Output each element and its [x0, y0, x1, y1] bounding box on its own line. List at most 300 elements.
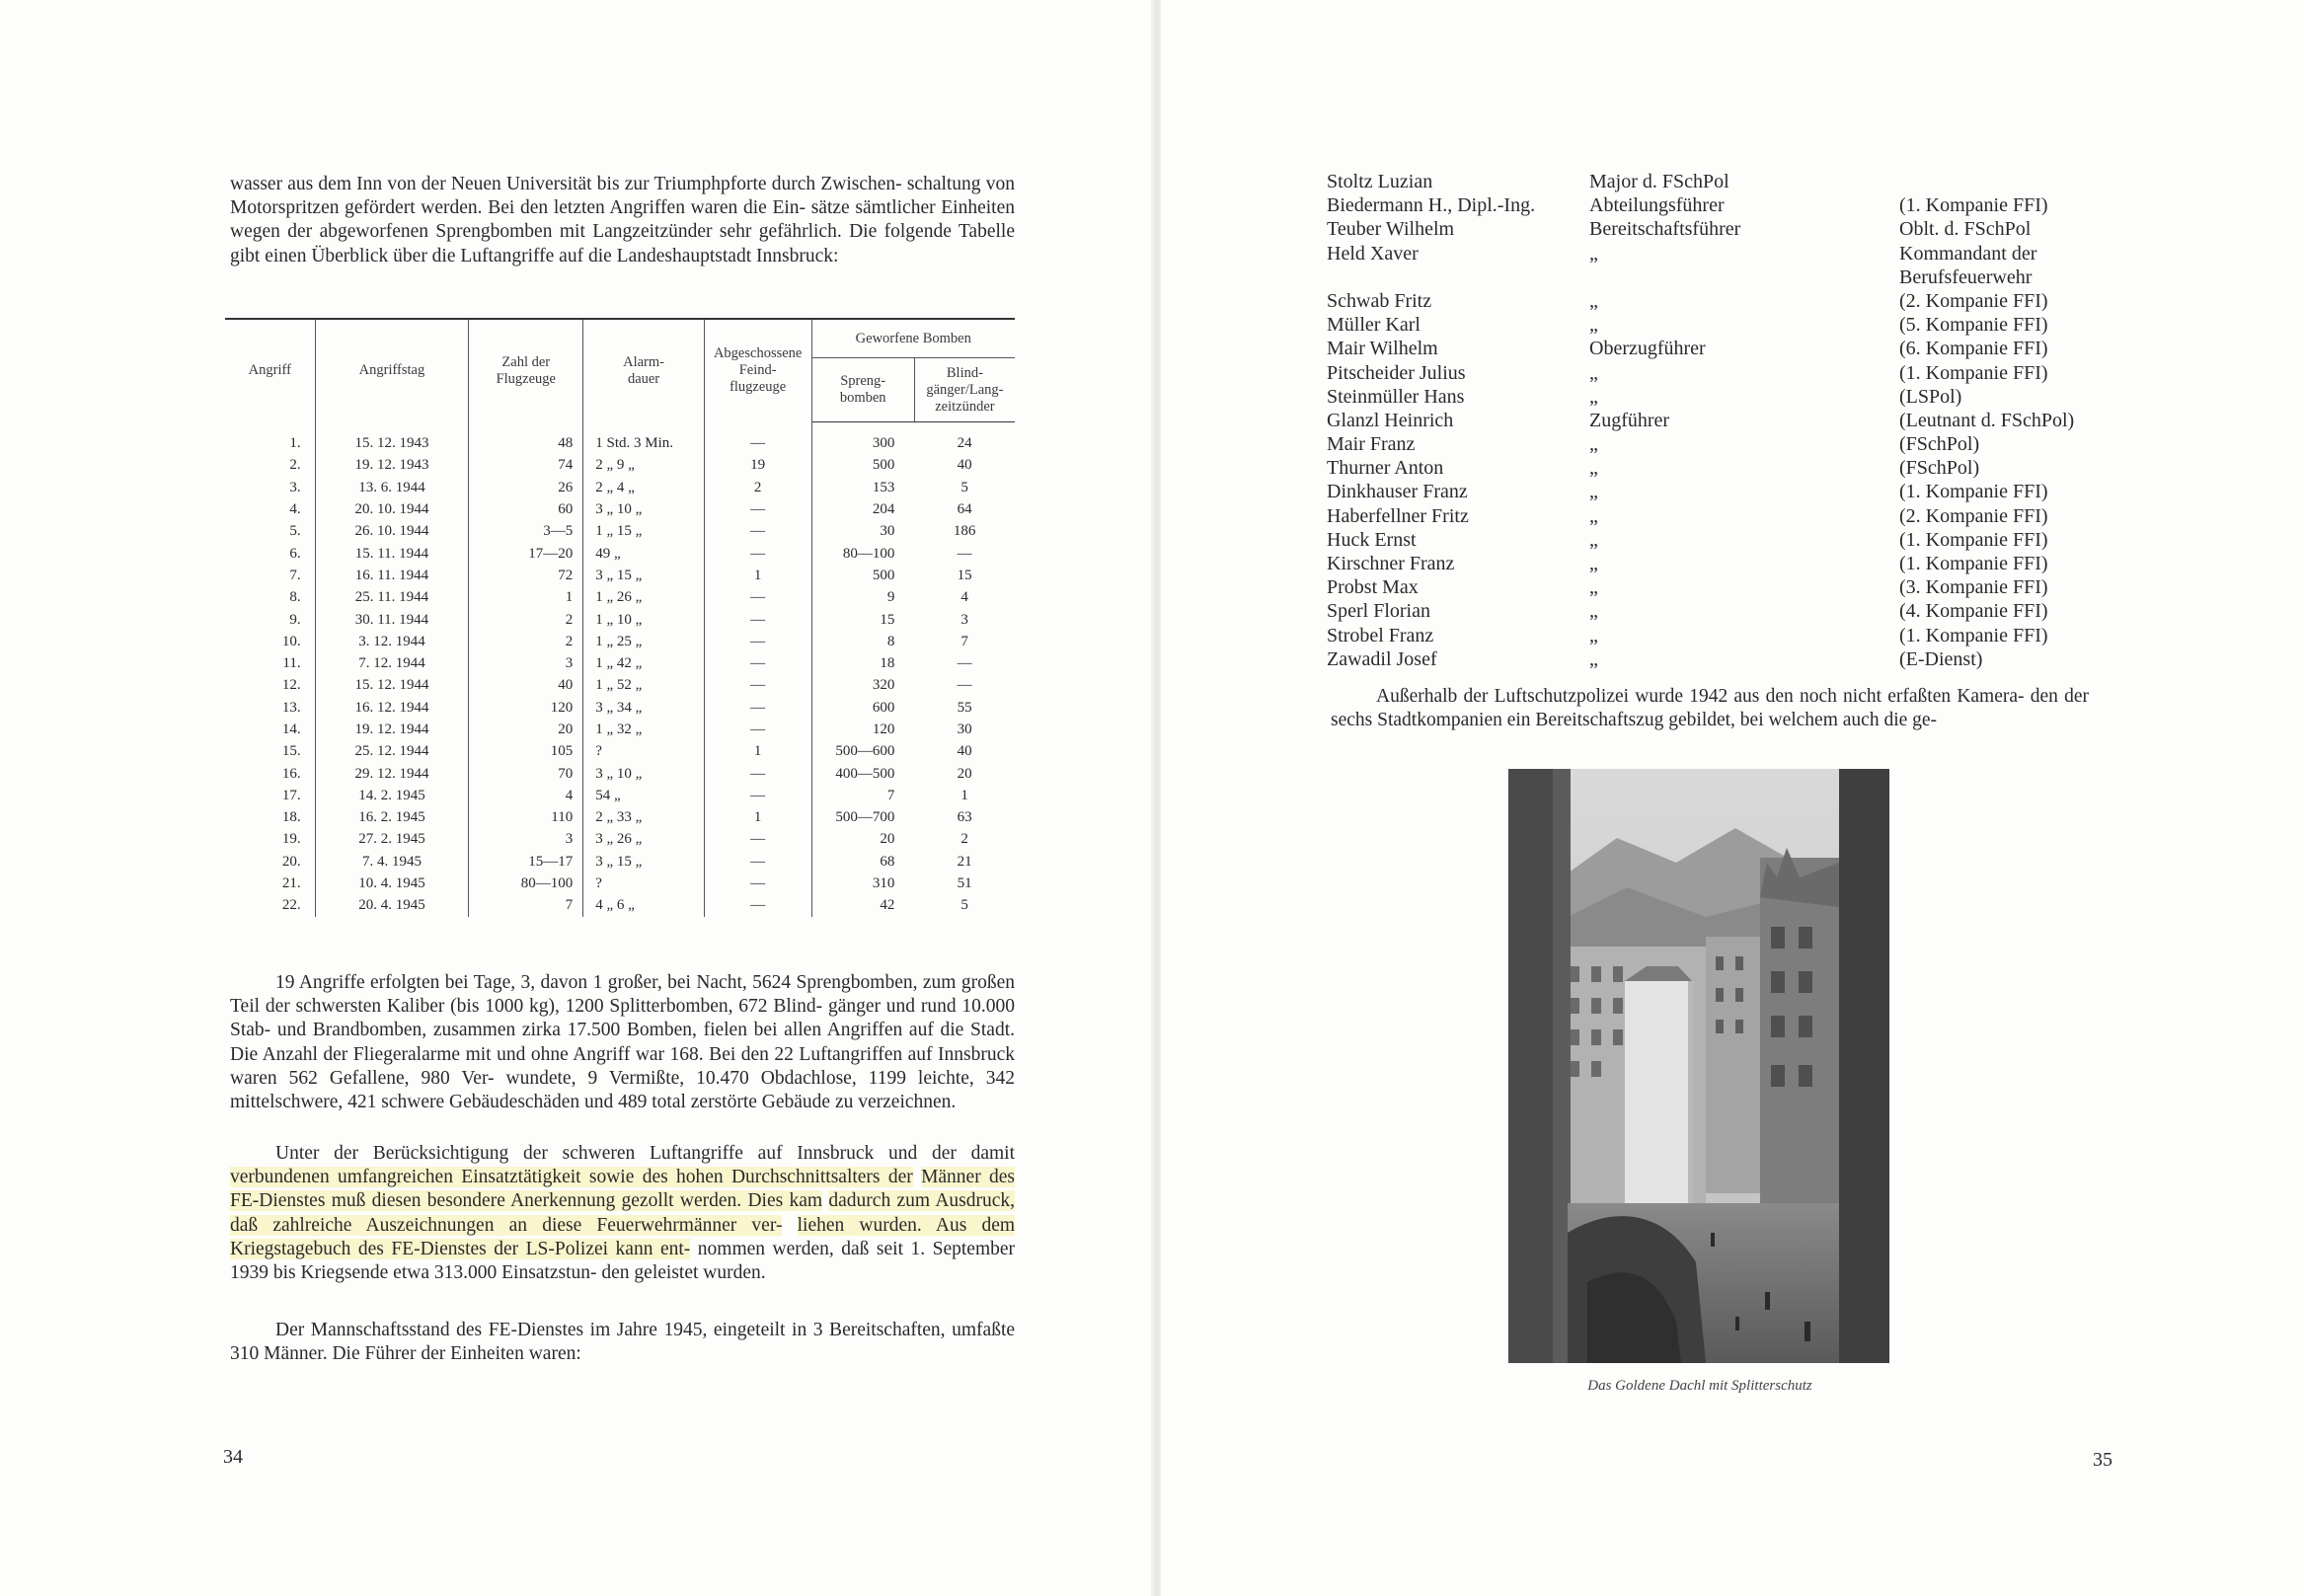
personnel-name: Glanzl Heinrich [1327, 409, 1454, 431]
cell-duds: 15 [957, 567, 972, 583]
personnel-unit: (FSchPol) [1899, 433, 1980, 456]
cell-planes: 17—20 [469, 542, 583, 564]
cell-attack-date: 27. 2. 1945 [315, 828, 469, 850]
personnel-unit: (6. Kompanie FFI) [1899, 338, 2048, 360]
personnel-name: Strobel Franz [1327, 624, 1434, 646]
personnel-rank: „ [1589, 600, 1598, 623]
cell-attack-date: 10. 4. 1945 [315, 873, 469, 894]
cell-alarm-duration: 3 „ 26 „ [583, 828, 705, 850]
table-row [225, 894, 1015, 916]
cell-planes: 20 [469, 719, 583, 740]
personnel-unit: (Leutnant d. FSchPol) [1899, 409, 2075, 431]
unit-leaders-list [1327, 170, 2116, 671]
cell-duds: 5 [960, 897, 968, 914]
table-row [225, 719, 1015, 740]
personnel-unit: (1. Kompanie FFI) [1899, 528, 2048, 551]
cell-attack-date: 29. 12. 1944 [315, 762, 469, 784]
cell-attack-number: 11. [225, 652, 315, 674]
cell-attack-date: 16. 12. 1944 [315, 697, 469, 719]
cell-attack-number: 17. [225, 785, 315, 806]
cell-duds: 40 [957, 457, 972, 474]
photo-caption: Das Goldene Dachl mit Splitterschutz [1587, 1378, 1812, 1394]
cell-explosive-bombs: 400—500 [835, 765, 895, 782]
personnel-rank: Abteilungsführer [1589, 194, 1725, 217]
cell-attack-number: 16. [225, 762, 315, 784]
cell-duds: — [957, 655, 972, 672]
cell-alarm-duration: 1 „ 10 „ [583, 608, 705, 630]
personnel-name: Mair Franz [1327, 433, 1416, 456]
personnel-unit: (1. Kompanie FFI) [1899, 481, 2048, 503]
air-raid-table [225, 318, 1015, 917]
header-duds [914, 358, 1015, 422]
cell-attack-date: 15. 12. 1944 [315, 674, 469, 696]
cell-duds: 55 [957, 699, 972, 716]
personnel-row [1327, 217, 2116, 241]
cell-shot-down: — [704, 608, 811, 630]
personnel-rank: „ [1589, 289, 1598, 312]
cell-explosive-bombs: 600 [872, 699, 895, 716]
cell-planes: 74 [469, 454, 583, 476]
personnel-name: Held Xaver [1327, 242, 1419, 265]
table-row [225, 631, 1015, 652]
cell-shot-down: 19 [704, 454, 811, 476]
cell-attack-number: 20. [225, 851, 315, 873]
cell-explosive-bombs: 9 [886, 589, 895, 606]
cell-attack-number: 22. [225, 894, 315, 916]
personnel-unit: (LSPol) [1899, 385, 1962, 408]
header-line: Zahl der [501, 353, 551, 370]
cell-alarm-duration: 49 „ [583, 542, 705, 564]
cell-explosive-bombs: 120 [872, 722, 895, 737]
personnel-rank: „ [1589, 457, 1598, 480]
cell-attack-number: 14. [225, 719, 315, 740]
table-row [225, 498, 1015, 520]
personnel-unit: (1. Kompanie FFI) [1899, 553, 2048, 574]
highlighted-text-line: Männer des FE-Dienstes muß diesen besondere Anerkennung gezollt werden. Dies kam [230, 1167, 1016, 1212]
cell-attack-date: 15. 11. 1944 [315, 542, 469, 564]
personnel-name: Kirschner Franz [1327, 553, 1455, 574]
cell-alarm-duration: 2 „ 4 „ [583, 477, 705, 498]
cell-alarm-duration: 54 „ [583, 785, 705, 806]
cell-shot-down: — [704, 674, 811, 696]
cell-explosive-bombs: 500 [872, 567, 895, 583]
personnel-unit: (FSchPol) [1899, 457, 1980, 480]
personnel-name: Stoltz Luzian [1327, 171, 1433, 192]
personnel-name: Teuber Wilhelm [1327, 218, 1455, 241]
cell-alarm-duration: 1 „ 42 „ [583, 652, 705, 674]
cell-attack-date: 16. 11. 1944 [315, 565, 469, 586]
table-row [225, 542, 1015, 564]
cell-alarm-duration: 4 „ 6 „ [583, 894, 705, 916]
cell-duds: 64 [957, 501, 972, 518]
table-row [225, 762, 1015, 784]
personnel-name: Müller Karl [1327, 314, 1421, 337]
cell-shot-down: — [704, 873, 811, 894]
cell-explosive-bombs: 15 [880, 611, 895, 628]
cell-shot-down: — [704, 498, 811, 520]
cell-shot-down: — [704, 586, 811, 608]
text-line: Gebäudeschäden und 489 total zerstörte Gebäude zu verzeichnen. [449, 1092, 957, 1113]
cell-alarm-duration: 1 „ 52 „ [583, 674, 705, 696]
page-number-right: 35 [2093, 1449, 2112, 1471]
photo-illustration [1508, 769, 1889, 1363]
cell-explosive-bombs: 204 [872, 501, 895, 518]
personnel-unit: (2. Kompanie FFI) [1899, 289, 2048, 312]
cell-attack-date: 30. 11. 1944 [315, 608, 469, 630]
header-line: Abgeschossene [713, 345, 803, 362]
staff-paragraph [230, 1319, 1015, 1366]
cell-shot-down: — [704, 719, 811, 740]
cell-duds: 40 [957, 743, 972, 760]
personnel-row [1327, 242, 2116, 266]
cell-shot-down: — [704, 652, 811, 674]
personnel-name: Dinkhauser Franz [1327, 481, 1468, 503]
personnel-row [1327, 432, 2116, 456]
text-line: 19 Angriffe erfolgten bei Tage, 3, davon 1 großer, bei Nacht, 5624 Sprengbomben, [275, 972, 918, 993]
cell-explosive-bombs: 500—600 [835, 743, 895, 760]
personnel-unit: Oblt. d. FSchPol [1899, 218, 2032, 241]
cell-attack-date: 25. 12. 1944 [315, 740, 469, 762]
cell-planes: 105 [469, 740, 583, 762]
personnel-row [1327, 337, 2116, 360]
cell-attack-number: 12. [225, 674, 315, 696]
header-alarm [583, 319, 705, 422]
cell-explosive-bombs: 42 [880, 897, 895, 914]
personnel-rank: Bereitschaftsführer [1589, 218, 1741, 241]
personnel-name: Mair Wilhelm [1327, 338, 1438, 360]
personnel-row [1327, 193, 2116, 217]
personnel-unit: (3. Kompanie FFI) [1899, 576, 2048, 599]
personnel-name: Thurner Anton [1327, 457, 1444, 480]
header-line: flugzeuge [730, 379, 787, 396]
cell-shot-down: — [704, 828, 811, 850]
personnel-rank: „ [1589, 553, 1598, 574]
cell-duds: 63 [957, 809, 972, 826]
cell-planes: 2 [469, 608, 583, 630]
cell-alarm-duration: 1 Std. 3 Min. [583, 422, 705, 455]
text-line: sehr gefährlich. Die folgende Tabelle gibt einen Überblick über die Luftangriffe auf die [230, 221, 1015, 266]
table-row [225, 806, 1015, 828]
cell-explosive-bombs: 320 [872, 677, 895, 694]
cell-duds: 2 [960, 831, 968, 848]
cell-attack-number: 1. [225, 422, 315, 455]
personnel-rank: Major d. FSchPol [1589, 171, 1729, 192]
header-line: Flugzeuge [496, 370, 556, 387]
intro-paragraph [230, 173, 1015, 268]
page-number-left: 34 [223, 1446, 243, 1468]
personnel-row [1327, 599, 2116, 623]
cell-planes: 110 [469, 806, 583, 828]
cell-planes: 3 [469, 652, 583, 674]
cell-explosive-bombs: 18 [880, 655, 895, 672]
personnel-row [1327, 480, 2116, 503]
cell-shot-down: — [704, 422, 811, 455]
text-line: sätze sämtlicher Einheiten wegen der abgeworfenen Sprengbomben mit Langzeitzünder [230, 197, 1015, 243]
cell-attack-number: 15. [225, 740, 315, 762]
header-bombs-group: Geworfene Bomben [811, 319, 1015, 358]
table-row [225, 652, 1015, 674]
personnel-unit: (1. Kompanie FFI) [1899, 194, 2048, 217]
personnel-unit: (5. Kompanie FFI) [1899, 314, 2048, 337]
table-row [225, 873, 1015, 894]
personnel-row [1327, 385, 2116, 409]
personnel-row [1327, 289, 2116, 313]
personnel-rank: „ [1589, 242, 1598, 265]
cell-duds: 5 [960, 479, 968, 495]
personnel-rank: „ [1589, 528, 1598, 551]
personnel-name: Haberfellner Fritz [1327, 504, 1469, 527]
cell-shot-down: — [704, 542, 811, 564]
personnel-name: Huck Ernst [1327, 528, 1417, 551]
text-line: Außerhalb der Luftschutzpolizei wurde 1942 aus den noch nicht erfaßten Kamera- [1376, 686, 2025, 707]
personnel-name: Probst Max [1327, 576, 1419, 599]
text-line: den geleistet wurden. [601, 1262, 766, 1284]
cell-planes: 72 [469, 565, 583, 586]
air-raid-table-body [225, 422, 1015, 917]
cell-explosive-bombs: 80—100 [842, 545, 895, 562]
table-row [225, 520, 1015, 542]
text-line: schaltung von Motorspritzen gefördert werden. Bei den letzten Angriffen waren die Ein- [230, 174, 1015, 219]
personnel-unit: Kommandant der [1899, 242, 2037, 265]
recognition-paragraph [230, 1142, 1015, 1285]
cell-duds: 3 [960, 611, 968, 628]
cell-planes: 1 [469, 586, 583, 608]
personnel-rank: „ [1589, 361, 1598, 384]
cell-duds: 51 [957, 875, 972, 892]
personnel-name: Zawadil Josef [1327, 647, 1437, 670]
cell-duds: 1 [960, 787, 968, 803]
cell-planes: 48 [469, 422, 583, 455]
cell-attack-number: 4. [225, 498, 315, 520]
cell-attack-date: 25. 11. 1944 [315, 586, 469, 608]
cell-attack-number: 19. [225, 828, 315, 850]
cell-duds: 30 [957, 722, 972, 737]
cell-duds: 24 [957, 435, 972, 452]
cell-explosive-bombs: 20 [880, 831, 895, 848]
goldenes-dachl-photo [1508, 769, 1889, 1363]
personnel-unit: (4. Kompanie FFI) [1899, 600, 2048, 623]
table-row [225, 697, 1015, 719]
header-shot-down [704, 319, 811, 422]
header-line: dauer [627, 370, 660, 387]
cell-explosive-bombs: 153 [872, 479, 895, 495]
table-row [225, 454, 1015, 476]
cell-explosive-bombs: 7 [886, 787, 895, 803]
personnel-rank: „ [1589, 385, 1598, 408]
personnel-name: Pitscheider Julius [1327, 361, 1466, 384]
cell-planes: 4 [469, 785, 583, 806]
cell-duds: 20 [957, 765, 972, 782]
cell-shot-down: 1 [704, 806, 811, 828]
header-line: gänger/Lang- [926, 381, 1004, 398]
cell-explosive-bombs: 310 [872, 875, 895, 892]
cell-attack-number: 3. [225, 477, 315, 498]
cell-alarm-duration: 3 „ 15 „ [583, 851, 705, 873]
cell-duds: 4 [960, 589, 968, 606]
header-line: bomben [839, 390, 886, 406]
cell-planes: 70 [469, 762, 583, 784]
personnel-unit: (1. Kompanie FFI) [1899, 361, 2048, 384]
cell-alarm-duration: 2 „ 33 „ [583, 806, 705, 828]
cell-alarm-duration: 3 „ 10 „ [583, 498, 705, 520]
cell-planes: 80—100 [469, 873, 583, 894]
personnel-row [1327, 170, 2116, 193]
personnel-rank: Oberzugführer [1589, 338, 1706, 360]
highlighted-text-line: verbundenen umfangreichen Einsatztätigkeit sowie des hohen Durchschnittsalters der [230, 1167, 913, 1188]
personnel-row [1327, 361, 2116, 385]
personnel-unit: (2. Kompanie FFI) [1899, 504, 2048, 527]
personnel-rank: „ [1589, 647, 1598, 670]
personnel-rank: Zugführer [1589, 409, 1670, 431]
text-line: Angriff war 168. Bei den 22 Luftangriffen auf Innsbruck waren 562 Gefallene, 980 Ver- [230, 1043, 1015, 1089]
cell-planes: 3—5 [469, 520, 583, 542]
cell-attack-number: 7. [225, 565, 315, 586]
cell-shot-down: 1 [704, 740, 811, 762]
personnel-row [1327, 647, 2116, 671]
text-line: Unter der Berücksichtigung der schweren Luftangriffe auf Innsbruck und der damit [275, 1143, 1015, 1164]
table-row [225, 851, 1015, 873]
text-line: wasser aus dem Inn von der Neuen Universität bis zur Triumphpforte durch Zwischen- [230, 174, 902, 194]
personnel-row [1327, 624, 2116, 647]
personnel-unit: Berufsfeuerwehr [1899, 266, 2033, 288]
personnel-rank: „ [1589, 576, 1598, 599]
cell-shot-down: — [704, 894, 811, 916]
cell-duds: — [957, 545, 972, 562]
cell-planes: 2 [469, 631, 583, 652]
cell-explosive-bombs: 30 [880, 523, 895, 540]
table-row [225, 740, 1015, 762]
personnel-row [1327, 552, 2116, 575]
cell-attack-date: 13. 6. 1944 [315, 477, 469, 498]
cell-explosive-bombs: 500—700 [835, 809, 895, 826]
cell-attack-date: 16. 2. 1945 [315, 806, 469, 828]
cell-explosive-bombs: 68 [880, 853, 895, 870]
table-row [225, 785, 1015, 806]
cell-shot-down: — [704, 785, 811, 806]
highlighted-text-line: liehen wurden. Aus dem Kriegstagebuch des FE-Dienstes der LS-Polizei kann ent- [230, 1214, 1016, 1259]
cell-alarm-duration: 3 „ 34 „ [583, 697, 705, 719]
cell-attack-number: 10. [225, 631, 315, 652]
text-line: gänger und rund 10.000 Stab- und Brandbomben, zusammen zirka 17.500 Bomben, [230, 996, 1015, 1041]
cell-attack-number: 2. [225, 454, 315, 476]
cell-alarm-duration: 1 „ 15 „ [583, 520, 705, 542]
text-line: zum großen Teil der schwersten Kaliber (bis 1000 kg), 1200 Splitterbomben, 672 Blind- [230, 972, 1016, 1018]
cell-alarm-duration: 2 „ 9 „ [583, 454, 705, 476]
cell-duds: — [957, 677, 972, 694]
cell-alarm-duration: 1 „ 25 „ [583, 631, 705, 652]
personnel-row [1327, 504, 2116, 528]
cell-explosive-bombs: 8 [886, 633, 895, 649]
header-line: zeitzünder [935, 398, 995, 415]
cell-duds: 186 [953, 523, 976, 540]
header-line: Feind- [738, 362, 777, 379]
table-row [225, 565, 1015, 586]
table-row [225, 608, 1015, 630]
personnel-name: Steinmüller Hans [1327, 385, 1465, 408]
text-line: den der sechs Stadtkompanien ein Bereitschaftszug gebildet, bei welchem auch die ge- [1331, 686, 2089, 731]
personnel-rank: „ [1589, 314, 1598, 337]
text-line: Landeshauptstadt Innsbruck: [616, 245, 839, 266]
table-row [225, 477, 1015, 498]
personnel-rank: „ [1589, 624, 1598, 646]
personnel-unit: (E-Dienst) [1899, 647, 1983, 670]
cell-alarm-duration: 3 „ 10 „ [583, 762, 705, 784]
header-attack: Angriff [225, 319, 315, 422]
header-date: Angriffstag [315, 319, 469, 422]
cell-shot-down: — [704, 851, 811, 873]
cell-alarm-duration: ? [583, 740, 705, 762]
cell-duds: 7 [960, 633, 968, 649]
personnel-row [1327, 575, 2116, 599]
cell-planes: 26 [469, 477, 583, 498]
cell-attack-date: 19. 12. 1943 [315, 454, 469, 476]
personnel-name: Biedermann H., Dipl.-Ing. [1327, 194, 1536, 217]
table-row [225, 422, 1015, 455]
header-explosive [811, 358, 914, 422]
cell-alarm-duration: 3 „ 15 „ [583, 565, 705, 586]
cell-planes: 7 [469, 894, 583, 916]
cell-attack-date: 26. 10. 1944 [315, 520, 469, 542]
cell-shot-down: 2 [704, 477, 811, 498]
cell-duds: 21 [957, 853, 972, 870]
cell-attack-date: 3. 12. 1944 [315, 631, 469, 652]
cell-attack-number: 9. [225, 608, 315, 630]
cell-attack-number: 5. [225, 520, 315, 542]
cell-attack-date: 20. 4. 1945 [315, 894, 469, 916]
personnel-row [1327, 266, 2116, 289]
header-line: Alarm- [623, 353, 664, 370]
personnel-row [1327, 313, 2116, 337]
cell-attack-date: 19. 12. 1944 [315, 719, 469, 740]
text-line: Der Mannschaftsstand des FE-Dienstes im Jahre 1945, eingeteilt in 3 Bereitschaften, [275, 1320, 946, 1340]
text-line: wundete, 9 Vermißte, 10.470 Obdachlose, 1199 leichte, 342 mittelschwere, 421 schwere [230, 1067, 1016, 1113]
cell-attack-number: 8. [225, 586, 315, 608]
cell-attack-date: 14. 2. 1945 [315, 785, 469, 806]
personnel-name: Schwab Fritz [1327, 289, 1432, 312]
cell-attack-date: 20. 10. 1944 [315, 498, 469, 520]
cell-planes: 40 [469, 674, 583, 696]
personnel-unit: (1. Kompanie FFI) [1899, 624, 2048, 646]
summary-paragraph [230, 971, 1015, 1114]
cell-planes: 120 [469, 697, 583, 719]
personnel-rank: „ [1589, 504, 1598, 527]
cell-explosive-bombs: 300 [872, 435, 895, 452]
table-row [225, 586, 1015, 608]
header-planes [469, 319, 583, 422]
personnel-rank: „ [1589, 433, 1598, 456]
personnel-rank: „ [1589, 481, 1598, 503]
cell-attack-date: 15. 12. 1943 [315, 422, 469, 455]
cell-shot-down: — [704, 762, 811, 784]
personnel-row [1327, 456, 2116, 480]
cell-attack-date: 7. 12. 1944 [315, 652, 469, 674]
cell-alarm-duration: ? [583, 873, 705, 894]
cell-shot-down: — [704, 631, 811, 652]
cell-shot-down: — [704, 697, 811, 719]
cell-alarm-duration: 1 „ 32 „ [583, 719, 705, 740]
personnel-row [1327, 409, 2116, 432]
cell-planes: 60 [469, 498, 583, 520]
outside-paragraph [1331, 685, 2089, 732]
cell-attack-date: 7. 4. 1945 [315, 851, 469, 873]
header-line: Blind- [946, 364, 983, 381]
cell-attack-number: 13. [225, 697, 315, 719]
cell-explosive-bombs: 500 [872, 457, 895, 474]
header-line: Spreng- [840, 373, 886, 389]
personnel-row [1327, 528, 2116, 552]
personnel-name: Sperl Florian [1327, 600, 1430, 623]
cell-planes: 3 [469, 828, 583, 850]
